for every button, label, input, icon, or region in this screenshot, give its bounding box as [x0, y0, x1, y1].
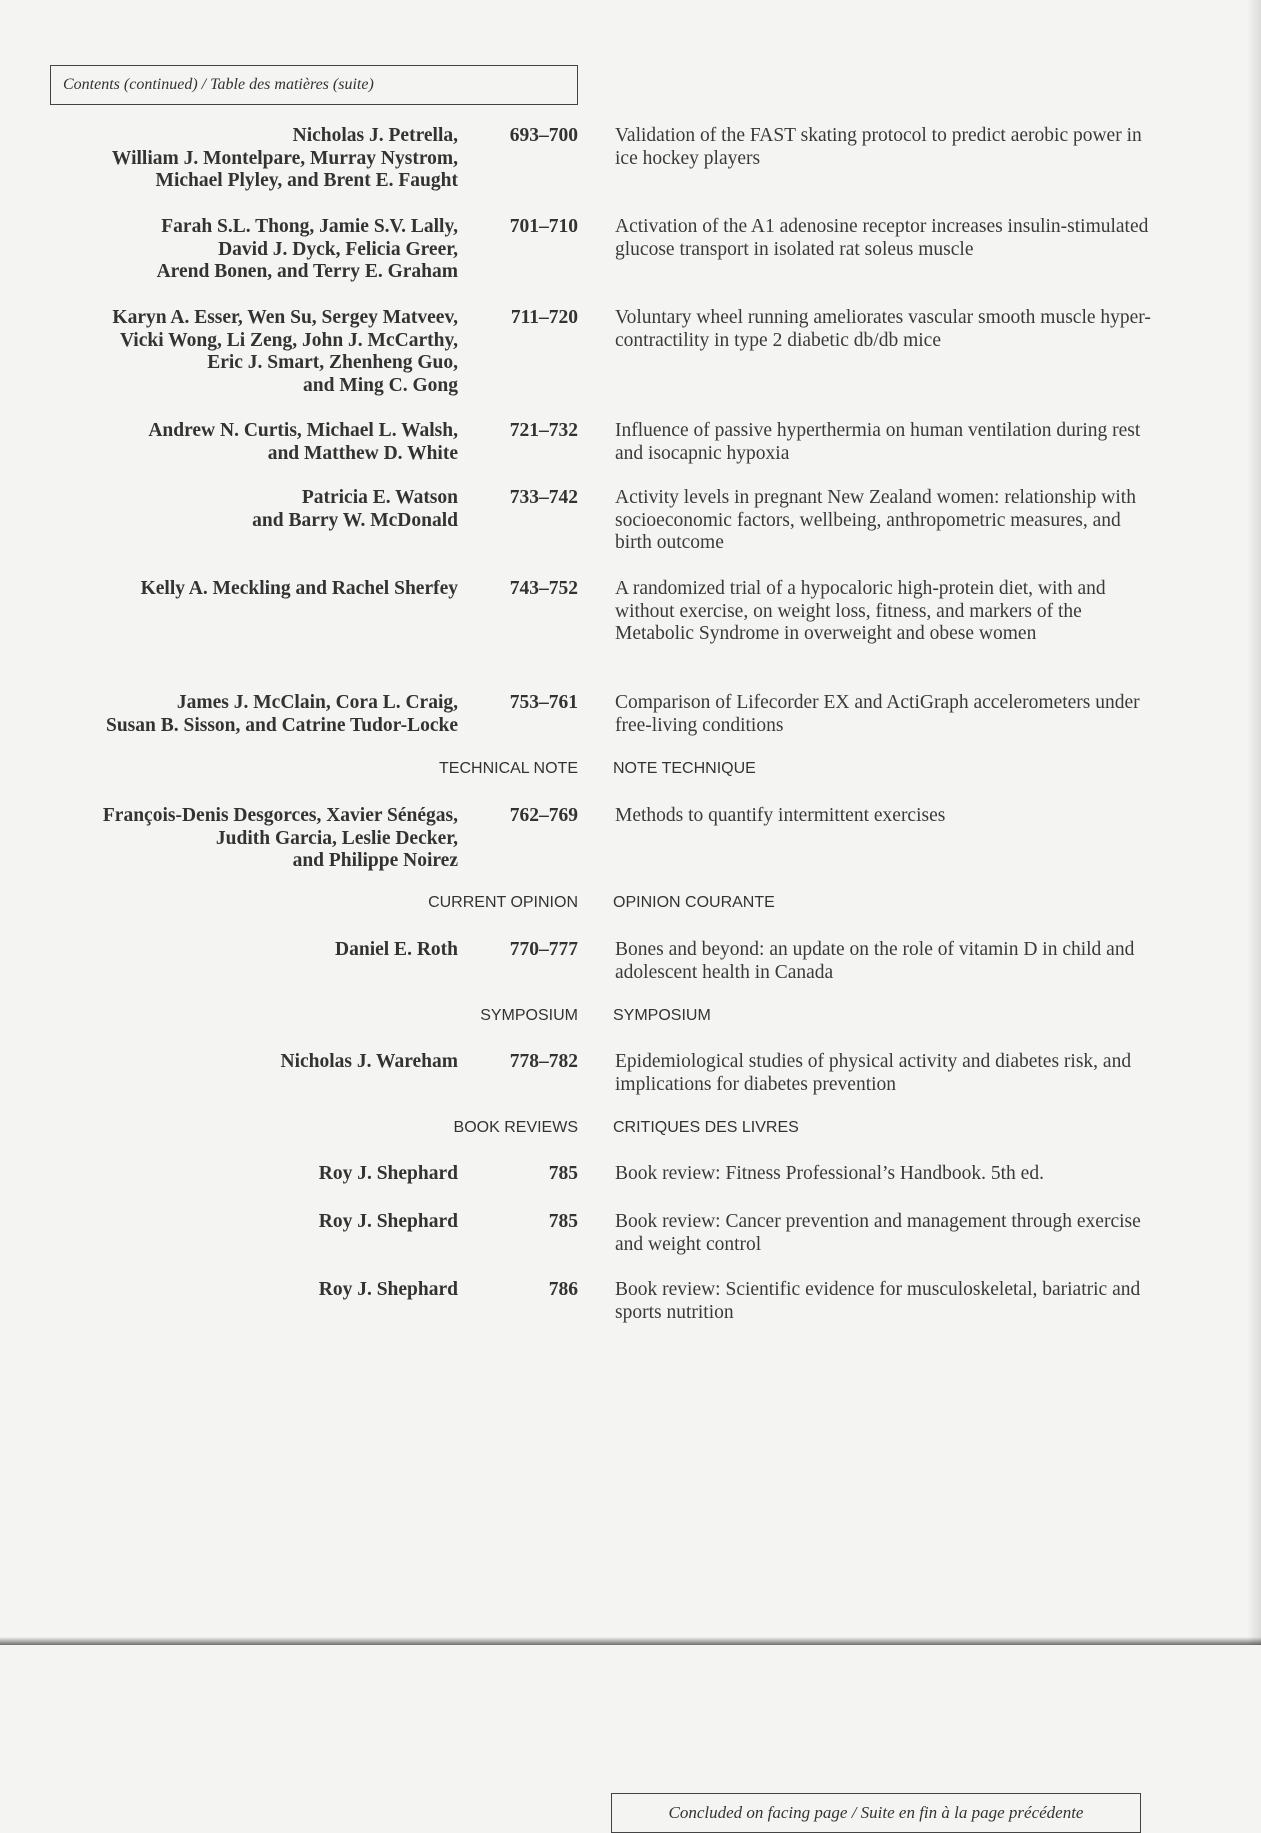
entry-authors: Roy J. Shephard [318, 1279, 458, 1300]
entry-pages: 733–742 [509, 487, 578, 508]
entry-title[interactable]: Bones and beyond: an update on the role of vitamin D in child and adolescent health in Canada [615, 939, 1135, 983]
entry-title[interactable]: Activation of the A1 adenosine receptor increases insulin-stimulated glucose transport in isolated rat soleus muscle [615, 216, 1149, 260]
entry-authors: Andrew N. Curtis, Michael L. Walsh, and Matthew D. White [148, 420, 458, 464]
entry-authors: Nicholas J. Wareham [280, 1051, 458, 1072]
entry-title[interactable]: Book review: Scientific evidence for musculoskeletal, bariatric and sports nutrition [615, 1279, 1141, 1323]
entry-pages: 701–710 [509, 216, 578, 237]
entry-pages: 743–752 [509, 578, 578, 599]
entry-pages: 762–769 [509, 805, 578, 826]
entry-title[interactable]: A randomized trial of a hypocaloric high-protein diet, with and without exercise, on weight loss, fitness, and markers of the Metabolic Syndrome in overweight and obese women [615, 578, 1106, 644]
entry-authors: François-Denis Desgorces, Xavier Sénégas, Judith Garcia, Leslie Decker, and Philippe Noirez [102, 805, 458, 871]
section-label-en: SYMPOSIUM [480, 1007, 578, 1024]
page-bottom-edge [0, 1637, 1261, 1645]
entry-authors: Patricia E. Watson and Barry W. McDonald [252, 487, 458, 531]
entry-title[interactable]: Book review: Fitness Professional’s Handbook. 5th ed. [615, 1163, 1044, 1184]
page-edge-shadow [1247, 0, 1261, 1645]
entry-authors: Roy J. Shephard [318, 1211, 458, 1232]
entry-title[interactable]: Book review: Cancer prevention and management through exercise and weight control [615, 1211, 1141, 1255]
entry-pages: 785 [548, 1211, 578, 1232]
entry-authors: Farah S.L. Thong, Jamie S.V. Lally, David J. Dyck, Felicia Greer, Arend Bonen, and Terry E. Graham [156, 216, 458, 282]
section-label-fr: SYMPOSIUM [613, 1007, 711, 1024]
entry-title[interactable]: Influence of passive hyperthermia on human ventilation during rest and isocapnic hypoxia [615, 420, 1141, 464]
entry-authors: James J. McClain, Cora L. Craig, Susan B. Sisson, and Catrine Tudor-Locke [105, 692, 458, 736]
entry-title[interactable]: Comparison of Lifecorder EX and ActiGraph accelerometers under free-living conditions [615, 692, 1140, 736]
entry-title[interactable]: Activity levels in pregnant New Zealand women: relationship with socioeconomic factors, wellbeing, anthropometric measures, and birth outcome [615, 487, 1136, 553]
entry-pages: 786 [548, 1279, 578, 1300]
entry-pages: 778–782 [509, 1051, 578, 1072]
section-label-fr: CRITIQUES DES LIVRES [613, 1119, 799, 1136]
entry-authors: Daniel E. Roth [335, 939, 458, 960]
entry-title[interactable]: Methods to quantify intermittent exercises [615, 805, 946, 826]
entry-authors: Kelly A. Meckling and Rachel Sherfey [140, 578, 458, 599]
section-label-fr: OPINION COURANTE [613, 894, 775, 911]
entry-authors: Nicholas J. Petrella, William J. Montelpare, Murray Nystrom, Michael Plyley, and Brent E. Faught [111, 125, 458, 191]
entry-title[interactable]: Validation of the FAST skating protocol to predict aerobic power in ice hockey players [615, 125, 1142, 169]
entry-authors: Karyn A. Esser, Wen Su, Sergey Matveev, Vicki Wong, Li Zeng, John J. McCarthy, Eric J. Smart, Zhenheng Guo, and Ming C. Gong [112, 307, 458, 396]
entry-pages: 711–720 [510, 307, 578, 328]
contents-header: Contents (continued) / Table des matières (suite) [50, 65, 578, 105]
entry-pages: 753–761 [509, 692, 578, 713]
entry-pages: 785 [548, 1163, 578, 1184]
entry-authors: Roy J. Shephard [318, 1163, 458, 1184]
section-label-en: BOOK REVIEWS [453, 1119, 578, 1136]
section-label-en: CURRENT OPINION [428, 894, 578, 911]
continuation-note: Concluded on facing page / Suite en fin à la page précédente [611, 1793, 1141, 1833]
entry-pages: 770–777 [509, 939, 578, 960]
entry-title[interactable]: Voluntary wheel running ameliorates vascular smooth muscle hyper-contractility in type 2 diabetic db/db mice [615, 307, 1151, 351]
section-label-en: TECHNICAL NOTE [439, 760, 578, 777]
section-label-fr: NOTE TECHNIQUE [613, 760, 756, 777]
entry-pages: 721–732 [509, 420, 578, 441]
entry-pages: 693–700 [509, 125, 578, 146]
entry-title[interactable]: Epidemiological studies of physical activity and diabetes risk, and implications for diabetes prevention [615, 1051, 1132, 1095]
